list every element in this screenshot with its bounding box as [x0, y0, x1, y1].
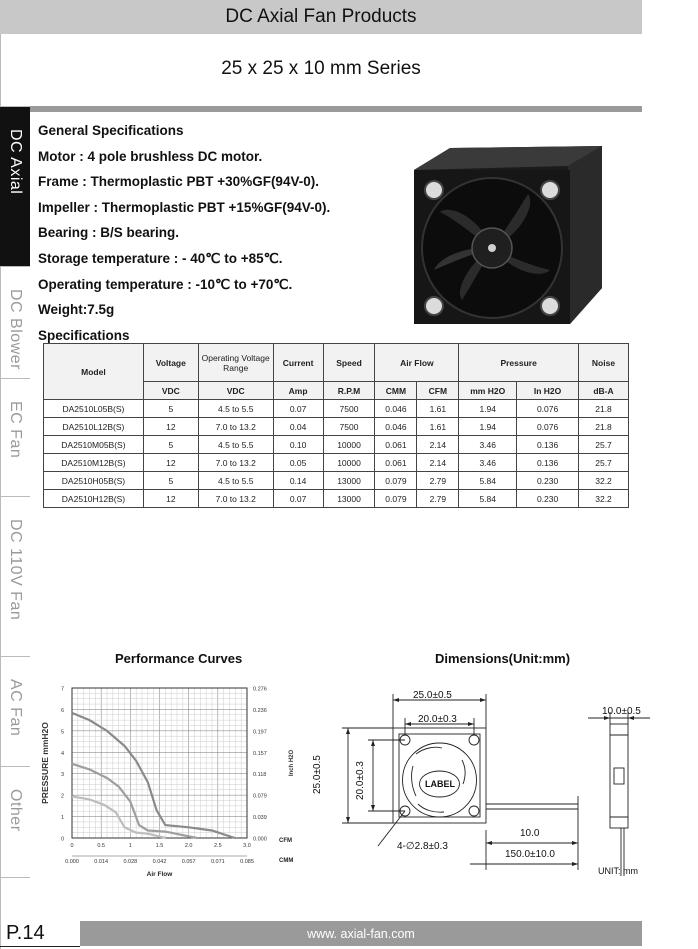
y-tick-label: 5 — [60, 729, 64, 736]
col-noise: Noise — [579, 344, 629, 382]
x-cmm-tick-label: 0.071 — [210, 859, 225, 865]
table-cell: DA2510L12B(S) — [44, 418, 144, 436]
page-title: DC Axial Fan Products — [0, 0, 642, 34]
dim-width-inner: 20.0±0.3 — [418, 714, 457, 725]
table-cell: 4.5 to 5.5 — [198, 472, 273, 490]
cfm-unit-label: CFM — [279, 838, 292, 844]
y-tick-label: 6 — [60, 707, 64, 714]
y-tick-label: 3 — [60, 772, 64, 779]
y-right-tick-label: 0.197 — [253, 729, 267, 736]
table-cell: 3.46 — [459, 436, 517, 454]
unit-cell: R.P.M — [323, 382, 375, 400]
table-cell: 7.0 to 13.2 — [198, 490, 273, 508]
table-cell: 25.7 — [579, 436, 629, 454]
col-pressure: Pressure — [459, 344, 579, 382]
table-cell: 3.46 — [459, 454, 517, 472]
table-cell: 5 — [143, 400, 198, 418]
series-title: 25 x 25 x 10 mm Series — [221, 58, 421, 79]
table-cell: 0.136 — [517, 454, 579, 472]
x-cfm-tick-label: 0 — [70, 843, 74, 849]
x-axis-label: Air Flow — [146, 871, 173, 878]
table-cell: 2.14 — [417, 436, 459, 454]
table-cell: 7500 — [323, 400, 375, 418]
table-cell: 0.079 — [375, 472, 417, 490]
sidebar-item-ac-fan[interactable]: AC Fan — [0, 656, 30, 766]
col-airflow: Air Flow — [375, 344, 459, 382]
y-axis-label: PRESSURE mmH2O — [40, 722, 50, 804]
table-cell: 0.04 — [273, 418, 323, 436]
general-heading: General Specifications — [38, 123, 184, 138]
table-cell: 4.5 to 5.5 — [198, 436, 273, 454]
fan-product-image — [410, 138, 606, 326]
dim-lead-length: 150.0±10.0 — [505, 849, 555, 860]
table-cell: 0.07 — [273, 490, 323, 508]
y-right-tick-label: 0.236 — [253, 707, 267, 714]
table-cell: 0.076 — [517, 400, 579, 418]
x-cfm-tick-label: 3.0 — [243, 843, 251, 849]
table-row — [44, 436, 629, 454]
spec-bearing: Bearing : B/S bearing. — [38, 225, 180, 241]
sidebar-item-dc-blower[interactable]: DC Blower — [0, 266, 30, 378]
table-cell: 0.05 — [273, 454, 323, 472]
col-speed: Speed — [323, 344, 375, 382]
header-rule — [30, 106, 642, 112]
sidebar-item-other[interactable]: Other — [0, 766, 30, 878]
general-specifications — [38, 118, 330, 348]
x-cfm-tick-label: 1.5 — [155, 843, 164, 849]
y-right-tick-label: 0.118 — [253, 772, 267, 779]
table-cell: 21.8 — [579, 400, 629, 418]
y-tick-label: 0 — [60, 836, 64, 843]
table-cell: 1.61 — [417, 418, 459, 436]
x-cmm-tick-label: 0.057 — [181, 859, 196, 865]
x-cfm-tick-label: 2.5 — [214, 843, 222, 849]
unit-cell: dB-A — [579, 382, 629, 400]
table-cell: 5.84 — [459, 472, 517, 490]
spec-weight: Weight:7.5g — [38, 302, 115, 318]
page-number: P.14 — [6, 922, 45, 944]
table-cell: 13000 — [323, 490, 375, 508]
x-cmm-tick-label: 0.028 — [123, 859, 138, 865]
table-row — [44, 454, 629, 472]
y-right-tick-label: 0.276 — [253, 686, 267, 693]
table-cell: 2.79 — [417, 490, 459, 508]
sidebar-item-ec-fan[interactable]: EC Fan — [0, 378, 30, 496]
table-cell: 2.14 — [417, 454, 459, 472]
col-current: Current — [273, 344, 323, 382]
unit-cell: CFM — [417, 382, 459, 400]
x-cmm-tick-label: 0.042 — [152, 859, 167, 865]
table-cell: 1.94 — [459, 418, 517, 436]
table-cell: 25.7 — [579, 454, 629, 472]
table-cell: 0.076 — [517, 418, 579, 436]
table-cell: 0.079 — [375, 490, 417, 508]
table-cell: 5 — [143, 472, 198, 490]
table-cell: 5 — [143, 436, 198, 454]
spec-frame: Frame : Thermoplastic PBT +30%GF(94V-0). — [38, 174, 319, 190]
dim-height-outer: 25.0±0.5 — [312, 755, 323, 794]
col-voltage: Voltage — [143, 344, 198, 382]
cmm-unit-label: CMM — [279, 858, 294, 864]
x-cfm-tick-label: 0.5 — [97, 843, 105, 849]
fan-label: LABEL — [425, 779, 455, 789]
dim-thickness: 10.0±0.5 — [602, 706, 641, 717]
y-tick-label: 2 — [60, 793, 64, 800]
performance-curves-title: Performance Curves — [115, 651, 243, 666]
bottom-line — [0, 946, 80, 947]
table-cell: 1.61 — [417, 400, 459, 418]
unit-note: UNIT: mm — [598, 866, 638, 876]
table-row — [44, 400, 629, 418]
table-cell: 0.14 — [273, 472, 323, 490]
dimensions-title: Dimensions(Unit:mm) — [435, 651, 571, 666]
unit-cell: CMM — [375, 382, 417, 400]
y-right-axis-label: Inch H2O — [289, 749, 295, 777]
unit-cell: VDC — [143, 382, 198, 400]
sidebar-item-dc-110v-fan[interactable]: DC 110V Fan — [0, 496, 30, 656]
table-cell: 0.046 — [375, 400, 417, 418]
table-row — [44, 490, 629, 508]
table-cell: 12 — [143, 418, 198, 436]
y-right-tick-label: 0.079 — [253, 793, 267, 800]
table-cell: 0.07 — [273, 400, 323, 418]
table-row — [44, 472, 629, 490]
table-cell: 0.136 — [517, 436, 579, 454]
spec-motor: Motor : 4 pole brushless DC motor. — [38, 148, 263, 164]
table-cell: DA2510H12B(S) — [44, 490, 144, 508]
table-cell: 7.0 to 13.2 — [198, 454, 273, 472]
performance-chart — [30, 678, 320, 883]
unit-cell: VDC — [198, 382, 273, 400]
table-cell: 21.8 — [579, 418, 629, 436]
table-cell: 10000 — [323, 454, 375, 472]
table-cell: 0.230 — [517, 490, 579, 508]
table-cell: 2.79 — [417, 472, 459, 490]
x-cfm-tick-label: 2.0 — [184, 843, 193, 849]
table-cell: 0.061 — [375, 454, 417, 472]
table-cell: 12 — [143, 454, 198, 472]
table-cell: 0.061 — [375, 436, 417, 454]
y-tick-label: 7 — [60, 686, 64, 693]
table-cell: 0.046 — [375, 418, 417, 436]
spec-storage-temp: Storage temperature : - 40℃ to +85℃. — [38, 250, 283, 266]
x-cmm-tick-label: 0.000 — [65, 859, 79, 865]
dim-width-outer: 25.0±0.5 — [413, 690, 452, 701]
table-cell: 7500 — [323, 418, 375, 436]
y-right-tick-label: 0.157 — [253, 750, 267, 757]
footer-url[interactable]: www. axial-fan.com — [80, 921, 642, 946]
spec-impeller: Impeller : Thermoplastic PBT +15%GF(94V-0). — [38, 199, 331, 215]
dim-mounting-holes: 4-∅2.8±0.3 — [397, 841, 448, 852]
x-cmm-tick-label: 0.014 — [94, 859, 109, 865]
table-cell: 0.230 — [517, 472, 579, 490]
table-cell: 32.2 — [579, 490, 629, 508]
col-operating-voltage: Operating Voltage Range — [198, 344, 273, 382]
table-cell: DA2510L05B(S) — [44, 400, 144, 418]
col-model: Model — [44, 344, 144, 400]
unit-cell: In H2O — [517, 382, 579, 400]
unit-cell: Amp — [273, 382, 323, 400]
table-cell: 32.2 — [579, 472, 629, 490]
sidebar-item-dc-axial[interactable]: DC Axial — [0, 106, 30, 266]
table-cell: 10000 — [323, 436, 375, 454]
y-tick-label: 1 — [60, 815, 64, 822]
table-cell: 7.0 to 13.2 — [198, 418, 273, 436]
table-cell: 4.5 to 5.5 — [198, 400, 273, 418]
y-right-tick-label: 0.039 — [253, 815, 267, 822]
table-cell: 12 — [143, 490, 198, 508]
specifications-heading: Specifications — [38, 327, 130, 343]
dim-lead-short: 10.0 — [520, 828, 540, 839]
performance-curve — [72, 713, 235, 838]
y-tick-label: 4 — [60, 750, 64, 757]
table-cell: 13000 — [323, 472, 375, 490]
table-cell: DA2510M05B(S) — [44, 436, 144, 454]
dim-height-inner: 20.0±0.3 — [355, 761, 366, 800]
x-cfm-tick-label: 1 — [128, 843, 132, 849]
table-row — [44, 418, 629, 436]
specifications-table — [43, 343, 629, 508]
y-right-tick-label: 0.000 — [253, 836, 267, 843]
spec-operating-temp: Operating temperature : -10℃ to +70℃. — [38, 276, 293, 292]
table-body — [44, 400, 629, 508]
unit-cell: mm H2O — [459, 382, 517, 400]
table-cell: 5.84 — [459, 490, 517, 508]
table-cell: 1.94 — [459, 400, 517, 418]
table-cell: 0.10 — [273, 436, 323, 454]
x-cmm-tick-label: 0.085 — [240, 859, 254, 865]
table-cell: DA2510H05B(S) — [44, 472, 144, 490]
table-cell: DA2510M12B(S) — [44, 454, 144, 472]
